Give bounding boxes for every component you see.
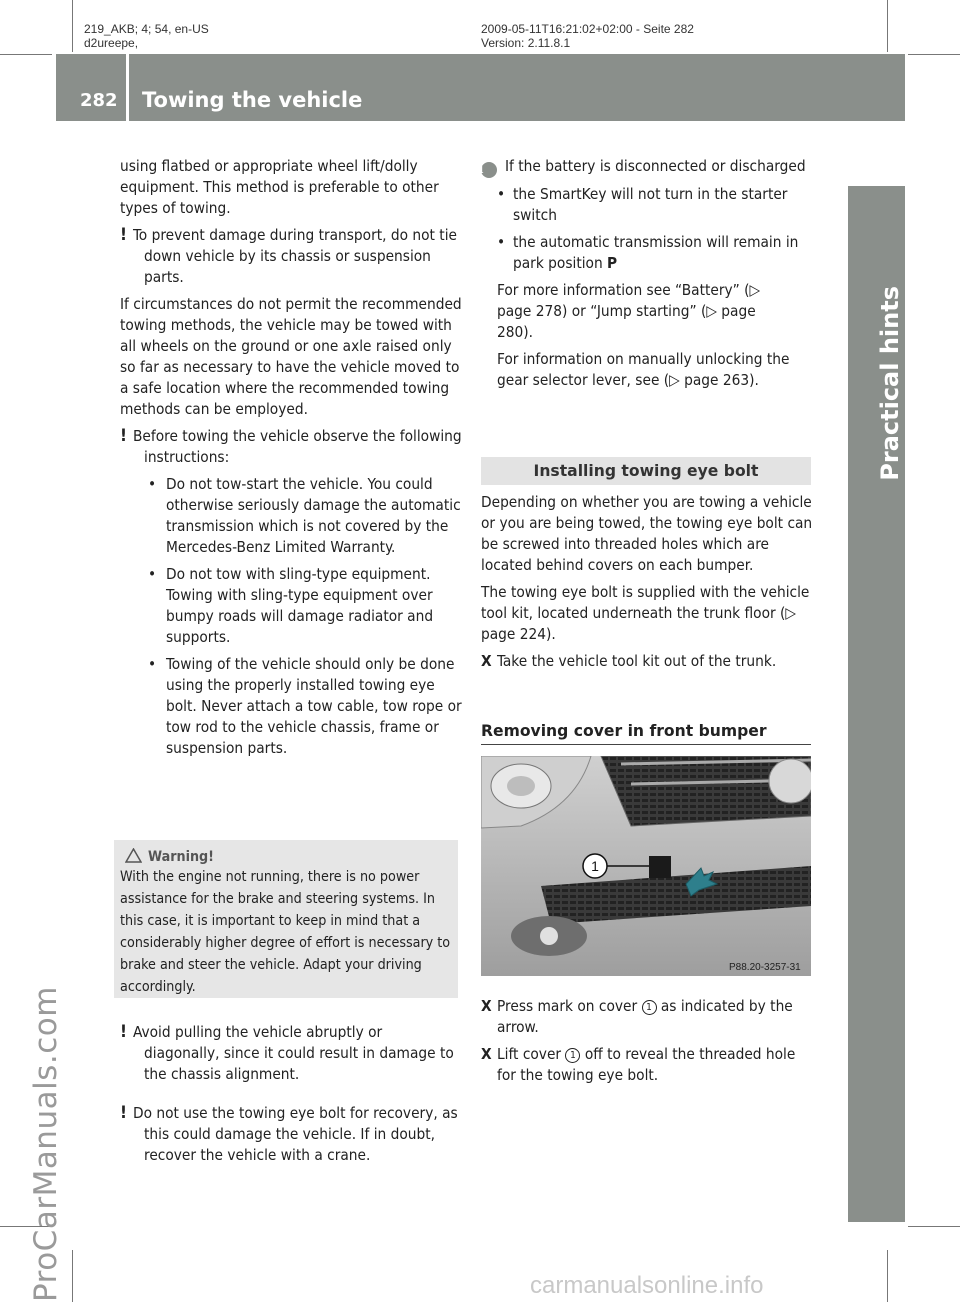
footer-site: carmanualsonline.info <box>530 1272 764 1299</box>
list-item <box>120 564 462 648</box>
step-text: Take the vehicle tool kit out of the trunk. <box>497 652 777 670</box>
notice <box>120 426 462 468</box>
meta-line: 219_AKB; 4; 54, en-US <box>84 22 209 36</box>
step-text-b: as indicated by the arrow. <box>497 997 793 1036</box>
section-heading: Installing towing eye bolt <box>481 457 811 485</box>
warning-triangle-icon <box>125 848 142 863</box>
exclamation-icon: ! <box>120 1022 127 1042</box>
section-body <box>481 492 813 678</box>
bullet-icon: • <box>497 233 506 251</box>
info-icon: i <box>481 162 497 178</box>
list-item-text: the automatic transmission will remain in park position <box>513 233 799 272</box>
info-paragraph: For information on manually unlocking the gear selector lever, see (▷ page 263). <box>497 350 790 389</box>
list-item-text: Do not tow with sling-type equipment. Towing with sling-type equipment over bumpy roads will damage radiator and supports. <box>166 565 434 646</box>
paragraph: If circumstances do not permit the recommended towing methods, the vehicle may be towed with all wheels on the ground or one axle raised only so far as necessary to have the vehicle moved to a safe location where the recommended towing methods can be employed. <box>120 295 462 418</box>
crop-mark <box>887 1250 888 1302</box>
crop-mark <box>908 1226 960 1227</box>
list-item-text: Towing of the vehicle should only be done using the properly installed towing eye bolt. Never attach a tow cable, tow rope or tow rod to the vehicle chassis, frame or suspension parts. <box>166 655 462 757</box>
list-item-text: Do not tow-start the vehicle. You could otherwise seriously damage the automatic transmission which is not covered by the Mercedes-Benz Limited Warranty. <box>166 475 461 556</box>
page-title: Towing the vehicle <box>142 88 363 112</box>
page-number: 282 <box>80 90 118 111</box>
step-arrow-icon: X <box>481 1045 492 1063</box>
warning-title: Warning! <box>148 849 214 865</box>
bullet-icon: • <box>148 655 157 673</box>
step-text-b: off to reveal the threaded hole for the towing eye bolt. <box>497 1045 796 1084</box>
callout-label: 1 <box>591 858 599 874</box>
photo-code: P88.20-3257-31 <box>729 962 801 973</box>
exclamation-icon: ! <box>120 225 127 245</box>
step <box>481 996 815 1038</box>
info-text: If the battery is disconnected or discharged <box>505 157 806 175</box>
list-item <box>481 184 813 226</box>
warning-box <box>114 840 458 998</box>
warning-header <box>148 846 452 866</box>
crop-mark <box>908 54 960 55</box>
info-heading <box>478 156 813 178</box>
exclamation-icon: ! <box>120 1103 127 1123</box>
section-tab-label: Practical hints <box>876 286 904 481</box>
meta-line: d2ureepe, <box>84 36 139 50</box>
paragraph: The towing eye bolt is supplied with the vehicle tool kit, located underneath the trunk floor (▷ page 224). <box>481 583 810 643</box>
info-block <box>478 156 813 397</box>
bumper-illustration <box>481 756 811 976</box>
crop-mark <box>72 1250 73 1302</box>
step <box>481 651 813 672</box>
gear-position: P <box>607 254 618 272</box>
meta-top-left <box>84 22 209 50</box>
callout-1-icon: 1 <box>565 1048 580 1063</box>
list-item <box>481 232 813 274</box>
left-column-lower <box>120 1022 462 1166</box>
meta-line: 2009-05-11T16:21:02+02:00 - Seite 282 <box>481 22 694 36</box>
crop-mark <box>72 0 73 52</box>
warning-text: With the engine not running, there is no power assistance for the brake and steering systems. In this case, it is important to keep in mind that a considerably higher degree of effort is necessary to brake and steer the vehicle. Adapt your driving accordingly. <box>120 869 451 995</box>
step-arrow-icon: X <box>481 997 492 1015</box>
left-column <box>120 156 462 765</box>
notice-text: Avoid pulling the vehicle abruptly or diagonally, since it could result in damage to the chassis alignment. <box>132 1023 454 1083</box>
steps <box>481 996 815 1092</box>
notice-text: Before towing the vehicle observe the following instructions: <box>132 427 462 466</box>
list-item <box>120 654 462 759</box>
notice-text: Do not use the towing eye bolt for recovery, as this could damage the vehicle. If in doubt, recover the vehicle with a crane. <box>132 1104 458 1164</box>
step <box>481 1044 815 1086</box>
bullet-icon: • <box>497 185 506 203</box>
crop-mark <box>0 54 52 55</box>
paragraph: using flatbed or appropriate wheel lift/dolly equipment. This method is preferable to other types of towing. <box>120 157 439 217</box>
notice-text: To prevent damage during transport, do not tie down vehicle by its chassis or suspension parts. <box>132 226 457 286</box>
subheading: Removing cover in front bumper <box>481 722 811 745</box>
list-item <box>120 474 462 558</box>
bumper-photo <box>481 756 811 976</box>
info-paragraph: For more information see “Battery” (▷ page 278) or “Jump starting” (▷ page 280). <box>497 281 761 341</box>
meta-top-right <box>481 22 694 50</box>
exclamation-icon: ! <box>120 426 127 446</box>
step-text-a: Press mark on cover <box>497 997 642 1015</box>
paragraph: Depending on whether you are towing a vehicle or you are being towed, the towing eye bolt can be screwed into threaded holes which are located behind covers on each bumper. <box>481 493 813 574</box>
bullet-icon: • <box>148 475 157 493</box>
bullet-icon: • <box>148 565 157 583</box>
crop-mark <box>887 0 888 52</box>
notice <box>120 1022 462 1085</box>
step-arrow-icon: X <box>481 652 492 670</box>
watermark: ProCarManuals.com <box>28 986 64 1302</box>
list-item-text: the SmartKey will not turn in the starter switch <box>513 185 788 224</box>
meta-line: Version: 2.11.8.1 <box>481 36 571 50</box>
notice <box>120 1103 462 1166</box>
notice <box>120 225 462 288</box>
step-text-a: Lift cover <box>497 1045 566 1063</box>
callout-1-icon: 1 <box>642 1000 657 1015</box>
